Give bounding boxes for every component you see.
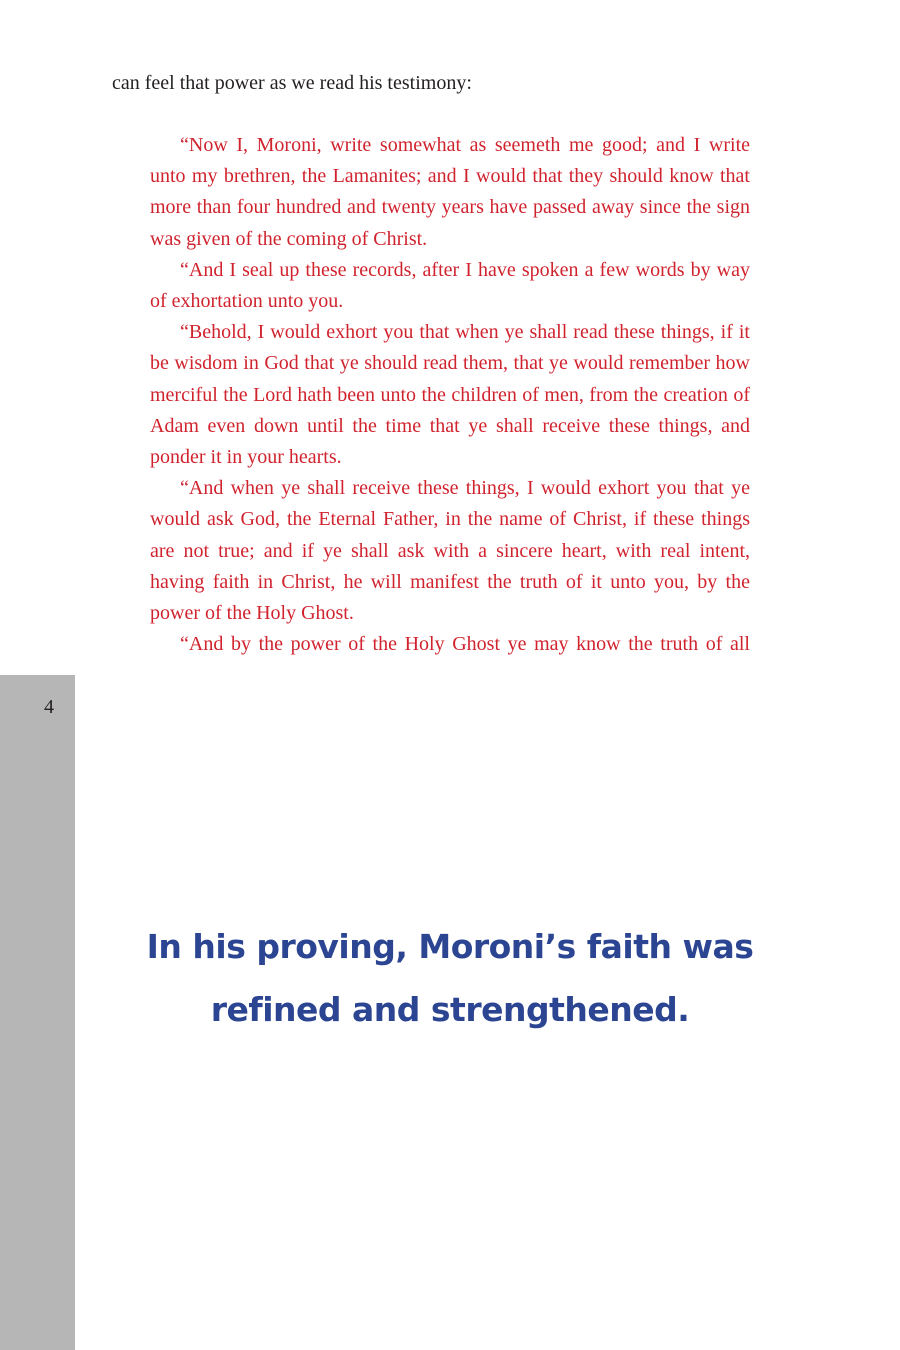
scripture-quote: [150, 130, 750, 660]
quote-paragraph: “And when ye shall receive these things, I would exhort you that ye would ask God, the Eternal Father, in the name of Christ, if these things are not true; and if ye shall ask with a sincere heart, with real intent, having faith in Christ, he will manifest the truth of it unto you, by the power of the Holy Ghost.: [150, 477, 750, 625]
pull-quote-line: refined and strengthened.: [210, 990, 690, 1029]
quote-paragraph: “Now I, Moroni, write somewhat as seemeth me good; and I write unto my brethren, the Lamanites; and I would that they should know that more than four hundred and twenty years have passed away since the sign was given of the coming of Christ.: [150, 134, 750, 250]
quote-paragraph: “And I seal up these records, after I have spoken a few words by way of exhortation unto you.: [150, 258, 750, 313]
pull-quote-line: In his proving, Moroni’s faith was: [146, 927, 754, 966]
intro-text: can feel that power as we read his testimony:: [112, 72, 472, 94]
pull-quote: [110, 915, 790, 1041]
quote-paragraph: “And by the power of the Holy Ghost ye may know the truth of all: [180, 633, 750, 656]
side-tab: [0, 675, 75, 1350]
page-number: 4: [44, 696, 54, 718]
quote-paragraph: “Behold, I would exhort you that when ye shall read these things, if it be wisdom in God that ye should read them, that ye would remember how merciful the Lord hath been unto the children of men, from the creation of Adam even down until the time that ye shall receive these things, and ponder it in your hearts.: [150, 321, 750, 469]
